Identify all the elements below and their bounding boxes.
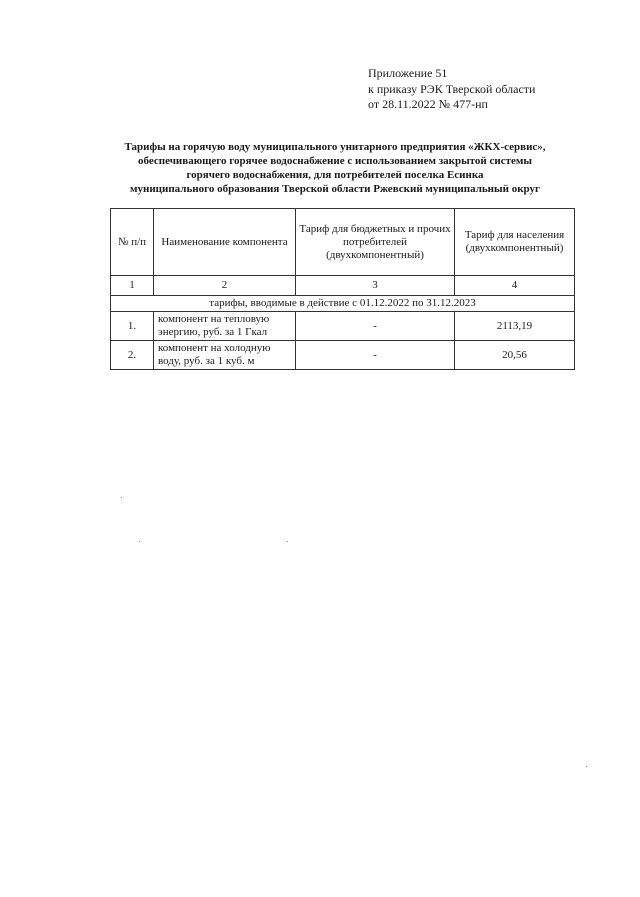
- annex-order-date: от 28.11.2022 № 477-нп: [368, 97, 488, 111]
- header-number: № п/п: [111, 209, 154, 276]
- table-header-row: [111, 209, 575, 276]
- scan-speck: [287, 541, 288, 542]
- period-row: [111, 296, 575, 312]
- column-number-4: 4: [455, 276, 575, 296]
- title-line-4: муниципального образования Тверской области Ржевский муниципальный округ: [130, 183, 540, 195]
- row-component-name: компонент на холодную воду, руб. за 1 куб. м: [154, 341, 296, 370]
- scan-speck: [586, 766, 587, 767]
- column-number-3: 3: [296, 276, 455, 296]
- row-population-tariff: 20,56: [455, 341, 575, 370]
- scan-speck: [139, 541, 140, 542]
- header-budget-tariff: Тариф для бюджетных и прочих потребителей (двухкомпонентный): [296, 209, 455, 276]
- column-number-1: 1: [111, 276, 154, 296]
- document-title: [90, 140, 580, 196]
- column-numbers-row: [111, 276, 575, 296]
- header-component-name: Наименование компонента: [154, 209, 296, 276]
- column-number-2: 2: [154, 276, 296, 296]
- table-row: [111, 341, 575, 370]
- scan-speck: [121, 497, 122, 498]
- period-label: тарифы, вводимые в действие с 01.12.2022 по 31.12.2023: [111, 296, 575, 312]
- table-row: [111, 312, 575, 341]
- annex-reference: [368, 66, 535, 113]
- row-number: 2.: [111, 341, 154, 370]
- row-component-name: компонент на тепловую энергию, руб. за 1 Гкал: [154, 312, 296, 341]
- row-budget-tariff: -: [296, 341, 455, 370]
- header-population-tariff: Тариф для населения (двухкомпонентный): [455, 209, 575, 276]
- annex-number: Приложение 51: [368, 66, 448, 80]
- row-population-tariff: 2113,19: [455, 312, 575, 341]
- title-line-2: обеспечивающего горячее водоснабжение с использованием закрытой системы: [138, 155, 532, 167]
- title-line-3: горячего водоснабжения, для потребителей поселка Есинка: [186, 169, 484, 181]
- annex-order-ref: к приказу РЭК Тверской области: [368, 81, 536, 96]
- title-line-1: Тарифы на горячую воду муниципального унитарного предприятия «ЖКХ-сервис»,: [124, 141, 546, 153]
- row-number: 1.: [111, 312, 154, 341]
- tariff-table: [110, 208, 575, 370]
- row-budget-tariff: -: [296, 312, 455, 341]
